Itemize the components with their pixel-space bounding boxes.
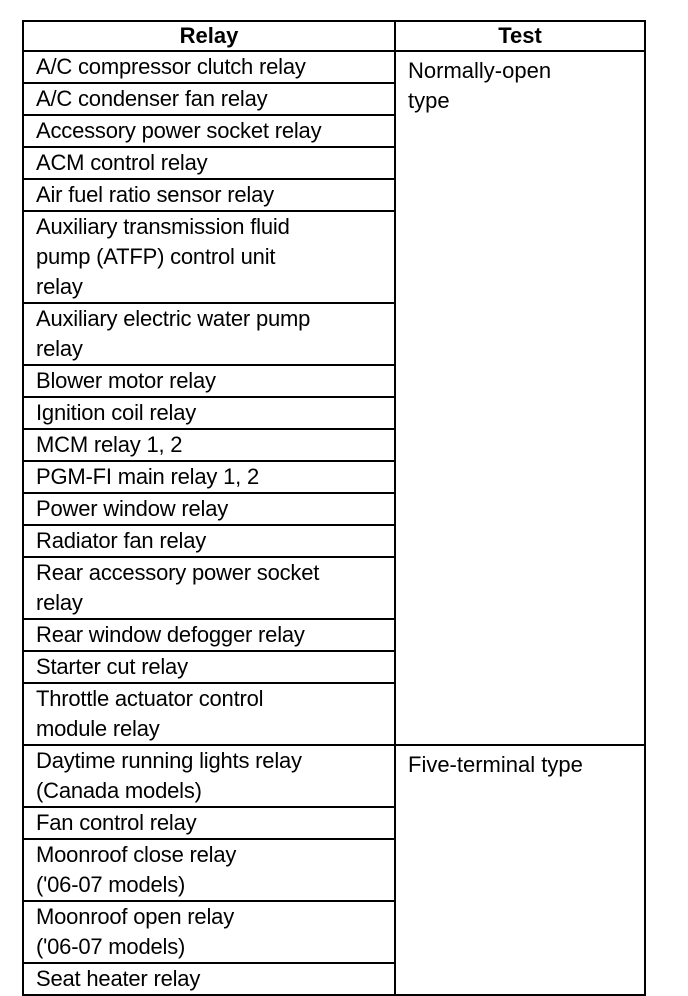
relay-name: Moonroof close relay ('06-07 models) (23, 839, 395, 901)
relay-name: Starter cut relay (23, 651, 395, 683)
relay-name: Power window relay (23, 493, 395, 525)
table-header-row (23, 21, 645, 51)
relay-name: Blower motor relay (23, 365, 395, 397)
table-row (23, 51, 645, 83)
relay-name: Ignition coil relay (23, 397, 395, 429)
relay-name: MCM relay 1, 2 (23, 429, 395, 461)
relay-name: Auxiliary transmission fluid pump (ATFP) control unit relay (23, 211, 395, 303)
test-type: Normally-open type (395, 51, 645, 745)
table-row (23, 745, 645, 807)
relay-name: Accessory power socket relay (23, 115, 395, 147)
relay-name: Seat heater relay (23, 963, 395, 995)
relay-name: Radiator fan relay (23, 525, 395, 557)
relay-name: Air fuel ratio sensor relay (23, 179, 395, 211)
relay-column-header: Relay (23, 21, 395, 51)
test-column-header: Test (395, 21, 645, 51)
relay-name: A/C condenser fan relay (23, 83, 395, 115)
relay-test-table (22, 20, 646, 996)
relay-name: Moonroof open relay ('06-07 models) (23, 901, 395, 963)
relay-name: PGM-FI main relay 1, 2 (23, 461, 395, 493)
relay-name: Fan control relay (23, 807, 395, 839)
relay-name: ACM control relay (23, 147, 395, 179)
relay-name: Rear accessory power socket relay (23, 557, 395, 619)
relay-name: Rear window defogger relay (23, 619, 395, 651)
relay-name: Throttle actuator control module relay (23, 683, 395, 745)
table-body (23, 51, 645, 995)
relay-name: A/C compressor clutch relay (23, 51, 395, 83)
test-type: Five-terminal type (395, 745, 645, 995)
relay-name: Auxiliary electric water pump relay (23, 303, 395, 365)
relay-name: Daytime running lights relay (Canada models) (23, 745, 395, 807)
